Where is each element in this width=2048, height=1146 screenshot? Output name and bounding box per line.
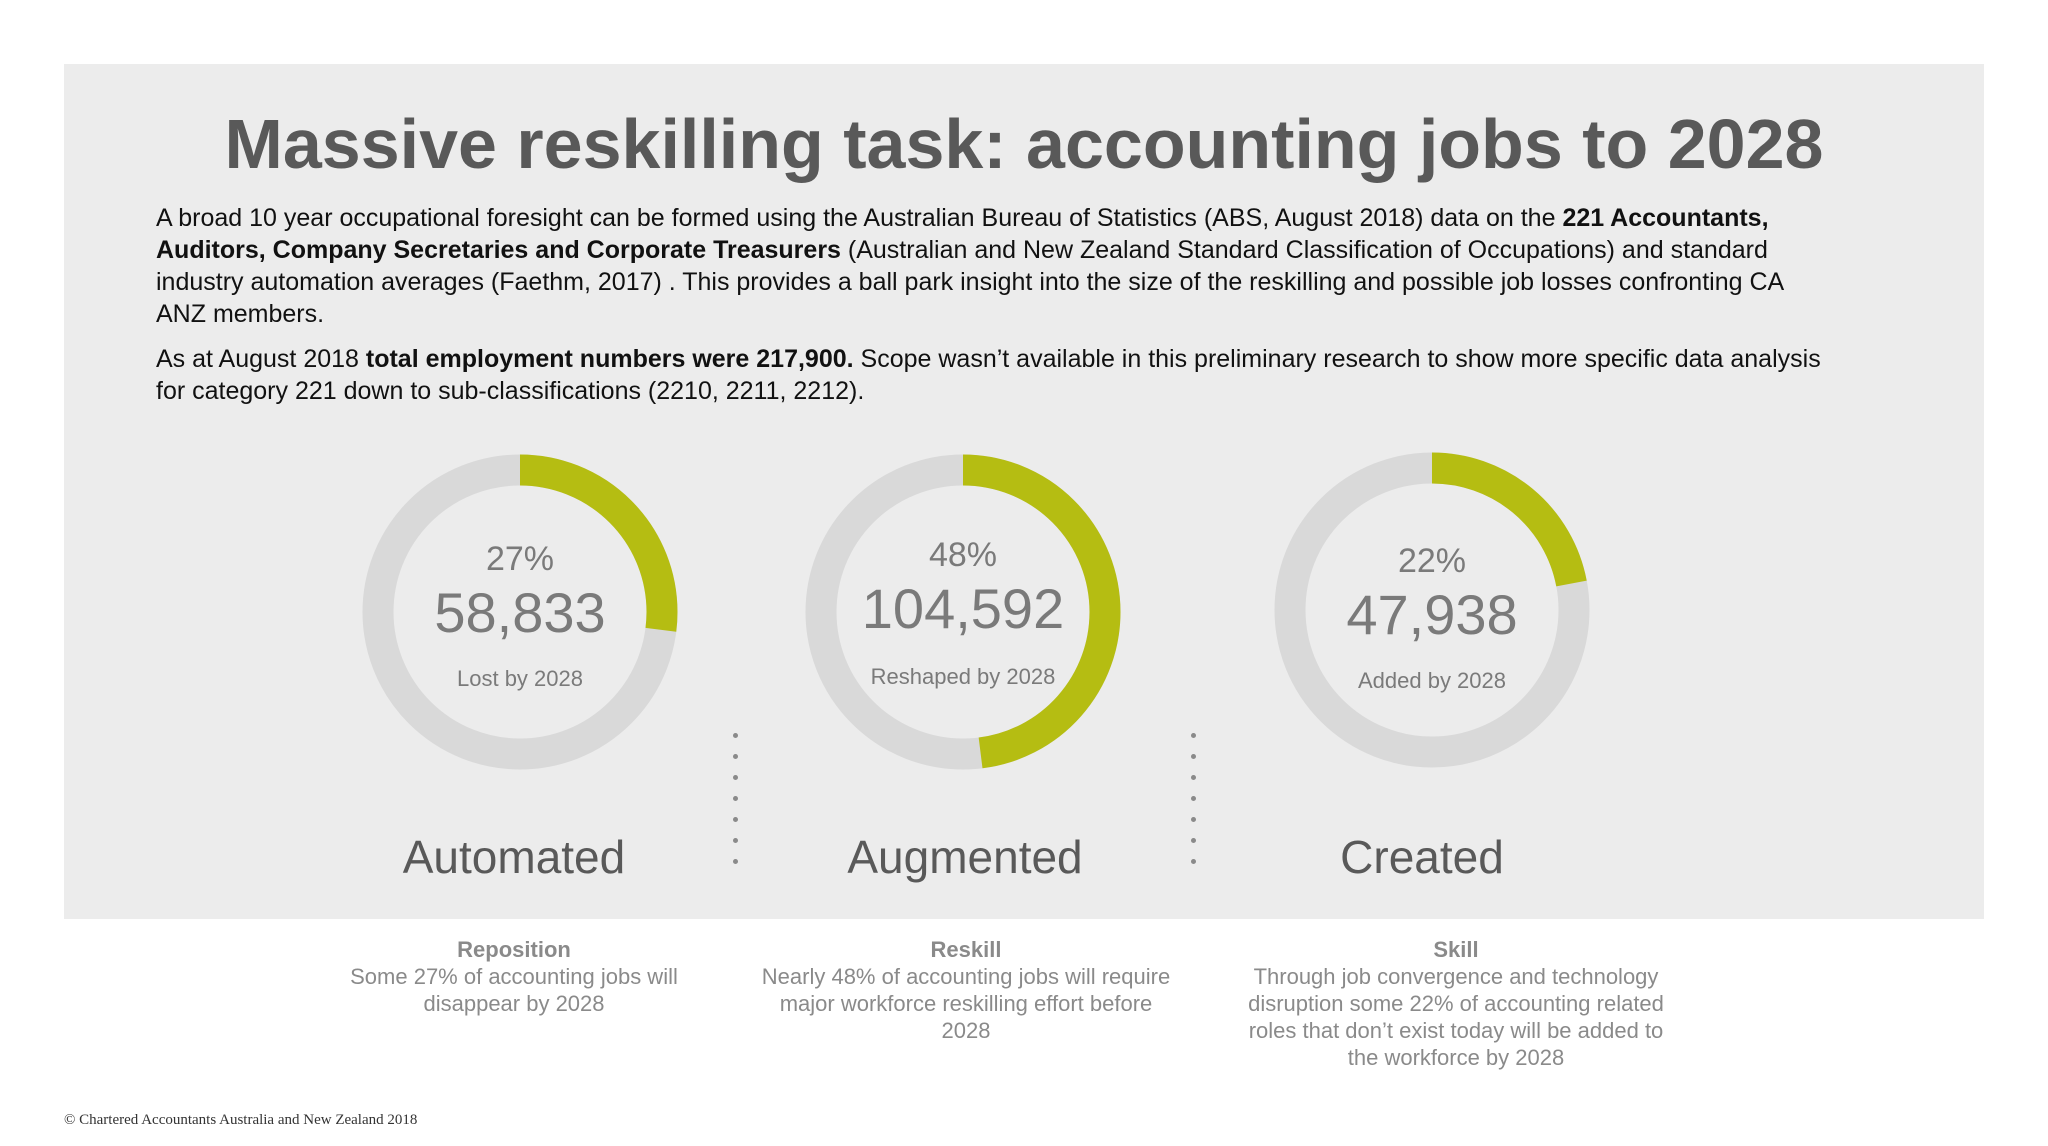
description-reposition bbox=[304, 936, 724, 1017]
donut-created-caption: Added by 2028 bbox=[1357, 668, 1507, 693]
dotted-separator-2 bbox=[1191, 733, 1197, 880]
description-reskill-text: Nearly 48% of accounting jobs will require major workforce reskilling effort before 2028 bbox=[761, 964, 1171, 1043]
donut-augmented-value: 104,592 bbox=[861, 577, 1065, 640]
description-skill bbox=[1246, 936, 1666, 1071]
donut-automated-percent: 27% bbox=[485, 540, 555, 578]
intro-p2-bold: total employment numbers were 217,900. bbox=[365, 345, 854, 373]
description-reposition-heading: Reposition bbox=[457, 937, 571, 962]
heading-created: Created bbox=[1340, 831, 1504, 883]
donut-augmented bbox=[803, 452, 1123, 772]
page-title: Massive reskilling task: accounting jobs to 2028 bbox=[224, 105, 1824, 183]
donut-augmented-percent: 48% bbox=[928, 536, 998, 574]
donut-created-value: 47,938 bbox=[1346, 583, 1518, 646]
donut-augmented-caption: Reshaped by 2028 bbox=[870, 664, 1056, 689]
heading-augmented: Augmented bbox=[847, 831, 1083, 883]
donut-automated-value: 58,833 bbox=[434, 581, 606, 644]
intro-p1-bold: 221 Accountants, Auditors, Company Secretaries and Corporate Treasurers bbox=[156, 204, 1769, 264]
description-reposition-text: Some 27% of accounting jobs will disappear by 2028 bbox=[350, 964, 678, 1016]
description-skill-heading: Skill bbox=[1433, 937, 1479, 962]
description-skill-text: Through job convergence and technology disruption some 22% of accounting related roles that don’t exist today will be added to the workforce by 2028 bbox=[1248, 964, 1664, 1070]
copyright-footer: © Chartered Accountants Australia and New Zealand 2018 bbox=[64, 1112, 418, 1128]
intro-p1-text-a: A broad 10 year occupational foresight can be formed using the Australian Bureau of Statistics (ABS, August 2018) data on the bbox=[156, 204, 1563, 232]
donut-created bbox=[1272, 450, 1592, 770]
description-reskill-heading: Reskill bbox=[930, 937, 1002, 962]
donut-automated bbox=[360, 452, 680, 772]
description-reskill bbox=[756, 936, 1176, 1044]
heading-automated: Automated bbox=[402, 831, 626, 883]
intro-paragraph-1 bbox=[156, 202, 1836, 330]
intro-p2-text-a: As at August 2018 bbox=[156, 345, 366, 373]
donut-automated-caption: Lost by 2028 bbox=[457, 666, 583, 691]
intro-p1-text-c: (Australian and New Zealand Standard Classification of Occupations) and standard industry automation averages (Faethm, 2017) . This provides a ball park insight into the size of the reskilling and possible job losses confronting CA ANZ members. bbox=[156, 236, 1783, 328]
intro-p2-text-c: Scope wasn’t available in this preliminary research to show more specific data analysis for category 221 down to sub-classifications (2210, 2211, 2212). bbox=[156, 345, 1821, 405]
dotted-separator-1 bbox=[733, 733, 739, 880]
intro-paragraph-2 bbox=[156, 343, 1836, 407]
donut-created-percent: 22% bbox=[1397, 542, 1467, 580]
